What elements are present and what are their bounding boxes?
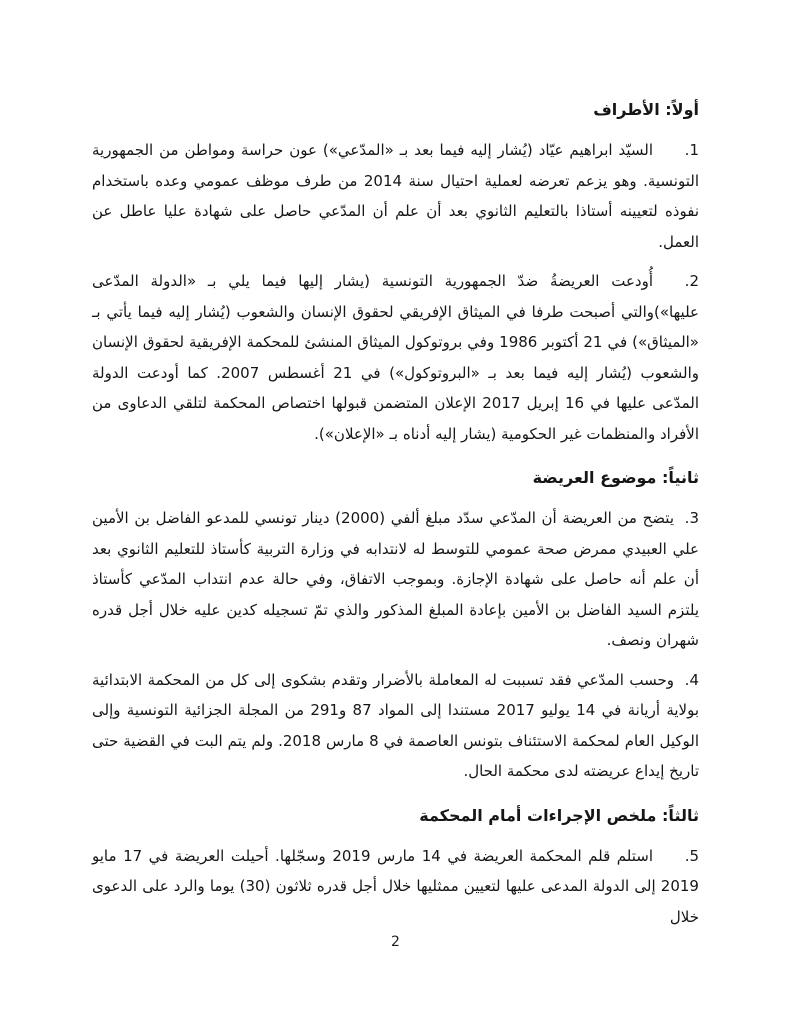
item-text-2: أُودعت العريضةُ ضدّ الجمهورية التونسية (يشار إليها فيما يلي بـ «الدولة المدّعى عليها»)والتي أصبحت طرفا في الميثاق الإفريقي لحقوق الإنسان والشعوب (يُشار إليه فيما يأتي بـ «الميثاق») في 21 أكتوبر 1986 وفي بروتوكول الميثاق المنشئ للمحكمة الإفريقية لحقوق الإنسان والشعوب (يُشار إليه فيما بعد بـ «البروتوكول») في 21 أغسطس 2007. كما أودعت الدولة المدّعى عليها في 16 إبريل 2017 الإعلان المتضمن قبولها اختصاص المحكمة لتلقي الدعاوى من الأفراد والمنظمات غير الحكومية (يشار إليه أدناه بـ «الإعلان»). bbox=[92, 272, 700, 443]
item-text-4: وحسب المدّعي فقد تسببت له المعاملة بالأضرار وتقدم بشكوى إلى كل من المحكمة الابتدائية بولاية أريانة في 14 يوليو 2017 مستندا إلى المواد 87 و291 من المجلة الجزائية التونسية وإلى الوكيل العام لمحكمة الاستئناف بتونس العاصمة في 8 مارس 2018. ولم يتم البت في القضية حتى تاريخ إيداع عريضته لدى محكمة الحال. bbox=[92, 670, 700, 780]
list-item-5 bbox=[92, 841, 699, 933]
item-number-1: 1. bbox=[684, 141, 699, 159]
page-number: 2 bbox=[391, 934, 400, 950]
item-number-3: 3. bbox=[684, 509, 699, 527]
section-parties bbox=[92, 95, 699, 449]
list-item-3 bbox=[92, 503, 699, 656]
item-number-4: 4. bbox=[684, 670, 699, 689]
section-heading-parties: أولاً: الأطراف bbox=[593, 100, 699, 119]
list-item-2 bbox=[92, 266, 699, 449]
item-number-2: 2. bbox=[684, 272, 699, 290]
item-text-5: استلم قلم المحكمة العريضة في 14 مارس 2019 وسجّلها. أحيلت العريضة في 17 مايو 2019 إلى الدولة المدعى عليها لتعيين ممثليها خلال أجل قدره ثلاثون (30) يوما والرد على الدعوى خلال bbox=[92, 846, 699, 926]
section-heading-procedure: ثالثاً: ملخص الإجراءات أمام المحكمة bbox=[419, 805, 699, 825]
list-item-1 bbox=[92, 135, 699, 257]
item-number-5: 5. bbox=[684, 846, 700, 865]
section-subject bbox=[92, 463, 699, 787]
item-text-3: يتضح من العريضة أن المدّعي سدّد مبلغ ألفي (2000) دينار تونسي للمدعو الفاضل بن الأمين علي العبيدي ممرض صحة عمومي للتوسط له لانتدابه في وزارة التربية كأستاذ للتعليم الثانوي بعد أن علم أنه حاصل على شهادة الإجازة. وبموجب الاتفاق، وفي حالة عدم انتداب المدّعي كأستاذ يلتزم السيد الفاضل بن الأمين بإعادة المبلغ المذكور والذي تمّ تسجيله كدين عليه خلال أجل قدره شهران ونصف. bbox=[92, 509, 699, 649]
item-text-1: السيّد ابراهيم عيّاد (يُشار إليه فيما بعد بـ «المدّعي») عون حراسة ومواطن من الجمهورية التونسية. وهو يزعم تعرضه لعملية احتيال سنة 2014 من طرف موظف عمومي وعده باستخدام نفوذه لتعيينه أستاذا بالتعليم الثانوي بعد أن علم أن المدّعي حاصل على شهادة عليا عاطل عن العمل. bbox=[92, 141, 699, 251]
list-item-4 bbox=[92, 665, 699, 787]
section-heading-subject: ثانياً: موضوع العريضة bbox=[532, 468, 699, 487]
section-procedure bbox=[92, 801, 699, 933]
